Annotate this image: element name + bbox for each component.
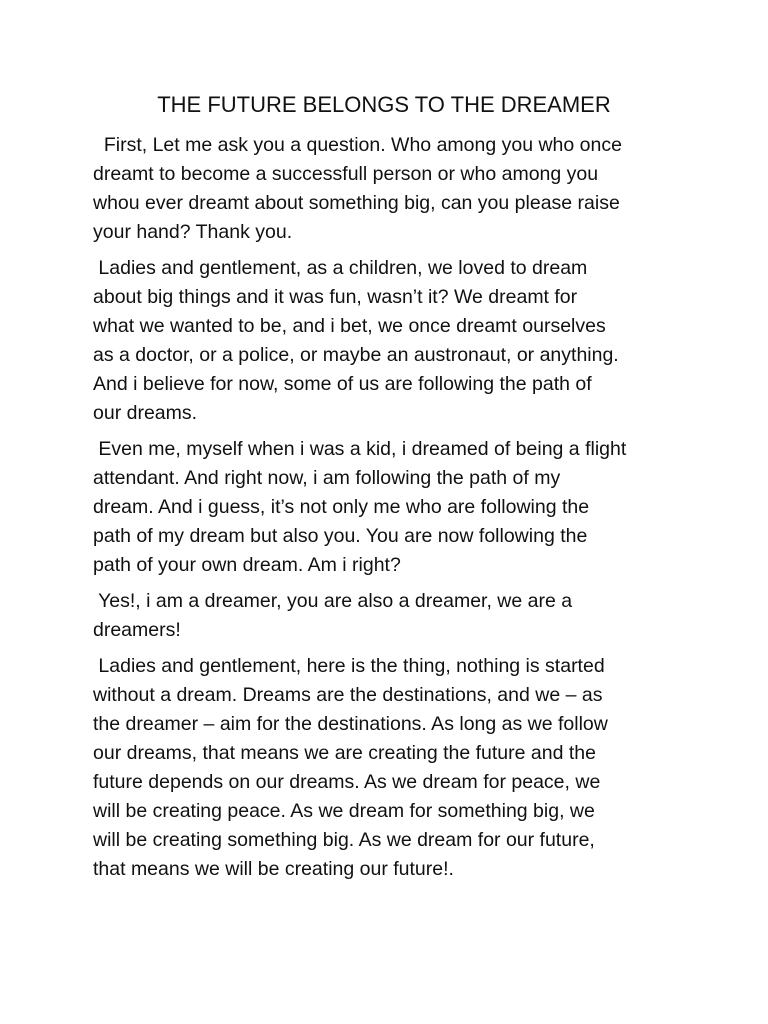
paragraph-line: Yes!, i am a dreamer, you are also a dreamer, we are a bbox=[93, 590, 573, 612]
paragraph-4 bbox=[93, 587, 683, 645]
paragraph-line: future depends on our dreams. As we dream for peace, we bbox=[93, 771, 601, 793]
paragraph-3 bbox=[93, 435, 683, 580]
paragraph-line: will be creating something big. As we dream for our future, bbox=[93, 829, 595, 851]
paragraph-line: attendant. And right now, i am following the path of my bbox=[93, 467, 561, 489]
paragraph-line: First, Let me ask you a question. Who among you who once bbox=[93, 134, 622, 156]
paragraph-2 bbox=[93, 254, 683, 428]
paragraph-line: Ladies and gentlement, here is the thing, nothing is started bbox=[93, 655, 605, 677]
paragraph-line: path of your own dream. Am i right? bbox=[93, 554, 401, 576]
paragraph-line: will be creating peace. As we dream for something big, we bbox=[93, 800, 595, 822]
paragraph-line: our dreams. bbox=[93, 402, 198, 424]
paragraph-line: our dreams, that means we are creating the future and the bbox=[93, 742, 596, 764]
paragraph-1 bbox=[93, 131, 683, 247]
paragraph-line: Even me, myself when i was a kid, i dreamed of being a flight bbox=[93, 438, 627, 460]
paragraph-line: dreamers! bbox=[93, 619, 181, 641]
paragraph-line: without a dream. Dreams are the destinations, and we – as bbox=[93, 684, 603, 706]
paragraph-5 bbox=[93, 652, 683, 884]
paragraph-line: path of my dream but also you. You are now following the bbox=[93, 525, 588, 547]
paragraph-line: the dreamer – aim for the destinations. As long as we follow bbox=[93, 713, 608, 735]
paragraph-line: that means we will be creating our future!. bbox=[93, 858, 454, 880]
paragraph-line: dream. And i guess, it’s not only me who are following the bbox=[93, 496, 590, 518]
paragraph-line: your hand? Thank you. bbox=[93, 221, 293, 243]
paragraph-line: what we wanted to be, and i bet, we once dreamt ourselves bbox=[93, 315, 606, 337]
paragraph-line: dreamt to become a successfull person or who among you bbox=[93, 163, 599, 185]
document-title: THE FUTURE BELONGS TO THE DREAMER bbox=[157, 92, 611, 117]
paragraph-line: And i believe for now, some of us are following the path of bbox=[93, 373, 592, 395]
paragraph-line: as a doctor, or a police, or maybe an austronaut, or anything. bbox=[93, 344, 619, 366]
paragraph-line: whou ever dreamt about something big, can you please raise bbox=[93, 192, 620, 214]
paragraph-line: Ladies and gentlement, as a children, we loved to dream bbox=[93, 257, 588, 279]
paragraph-line: about big things and it was fun, wasn’t it? We dreamt for bbox=[93, 286, 578, 308]
document-body bbox=[93, 131, 683, 891]
